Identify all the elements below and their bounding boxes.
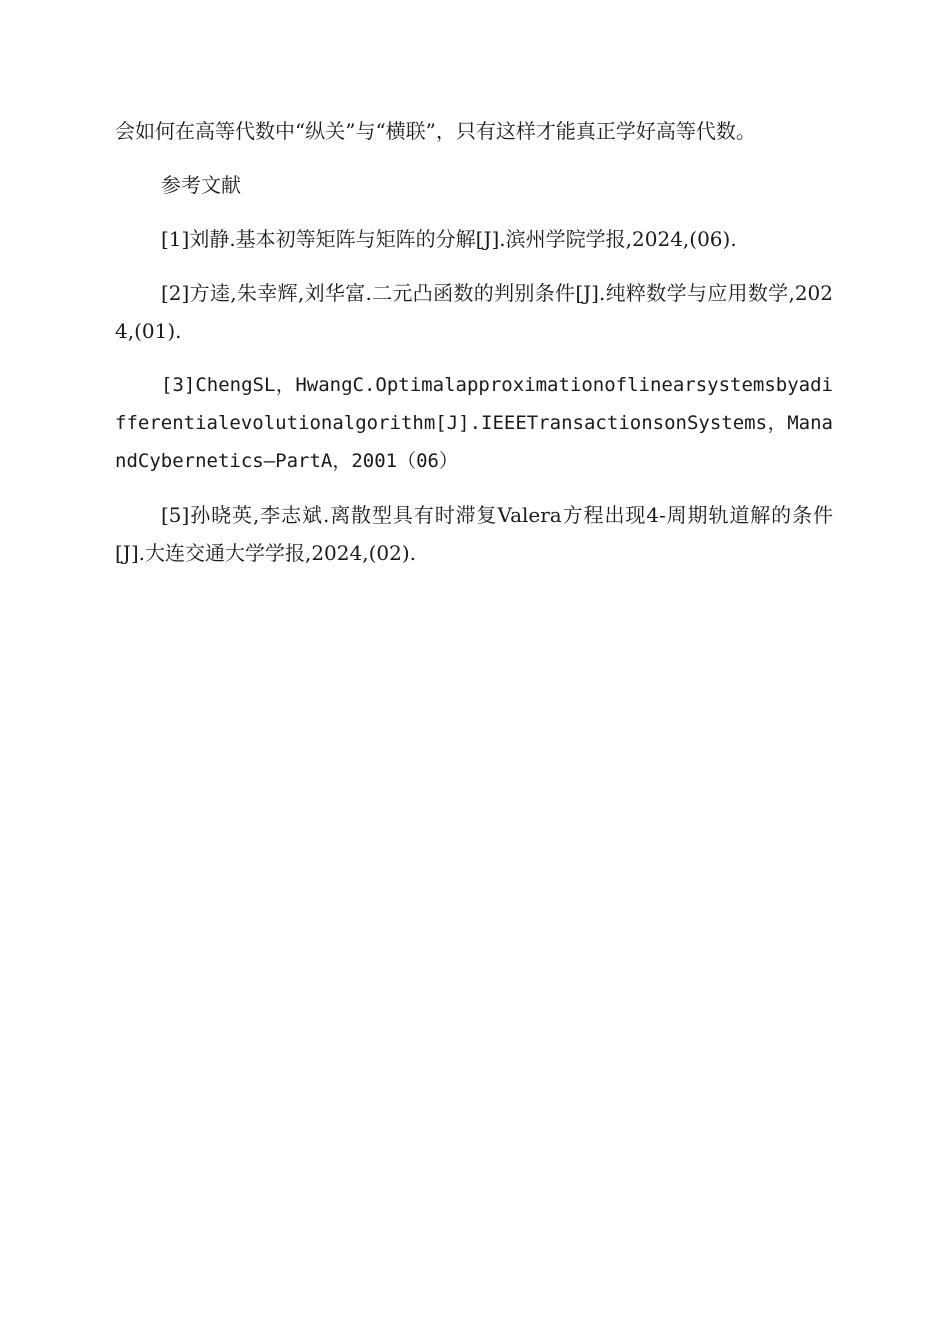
reference-item-1: [1]刘静.基本初等矩阵与矩阵的分解[J].滨州学院学报,2024,(06). [161, 227, 737, 251]
reference-item-2: [2]方逵,朱幸辉,刘华富.二元凸函数的判别条件[J].纯粹数学与应用数学,2024,(01). [115, 281, 833, 343]
references-heading: 参考文献 [161, 173, 241, 197]
page-content [115, 112, 833, 588]
reference-item-5: [5]孙晓英,李志斌.离散型具有时滞复Valera方程出现4-周期轨道解的条件[J].大连交通大学学报,2024,(02). [115, 503, 833, 565]
body-paragraph: 会如何在高等代数中“纵关”与“横联”，只有这样才能真正学好高等代数。 [115, 119, 756, 143]
reference-item-3: [3]ChengSL，HwangC.Optimalapproximationoflinearsystemsbyadifferentialevolutionalgorithm[J].IEEETransactionsonSystems，ManandCybernetics—PartA，2001（06） [115, 374, 833, 472]
